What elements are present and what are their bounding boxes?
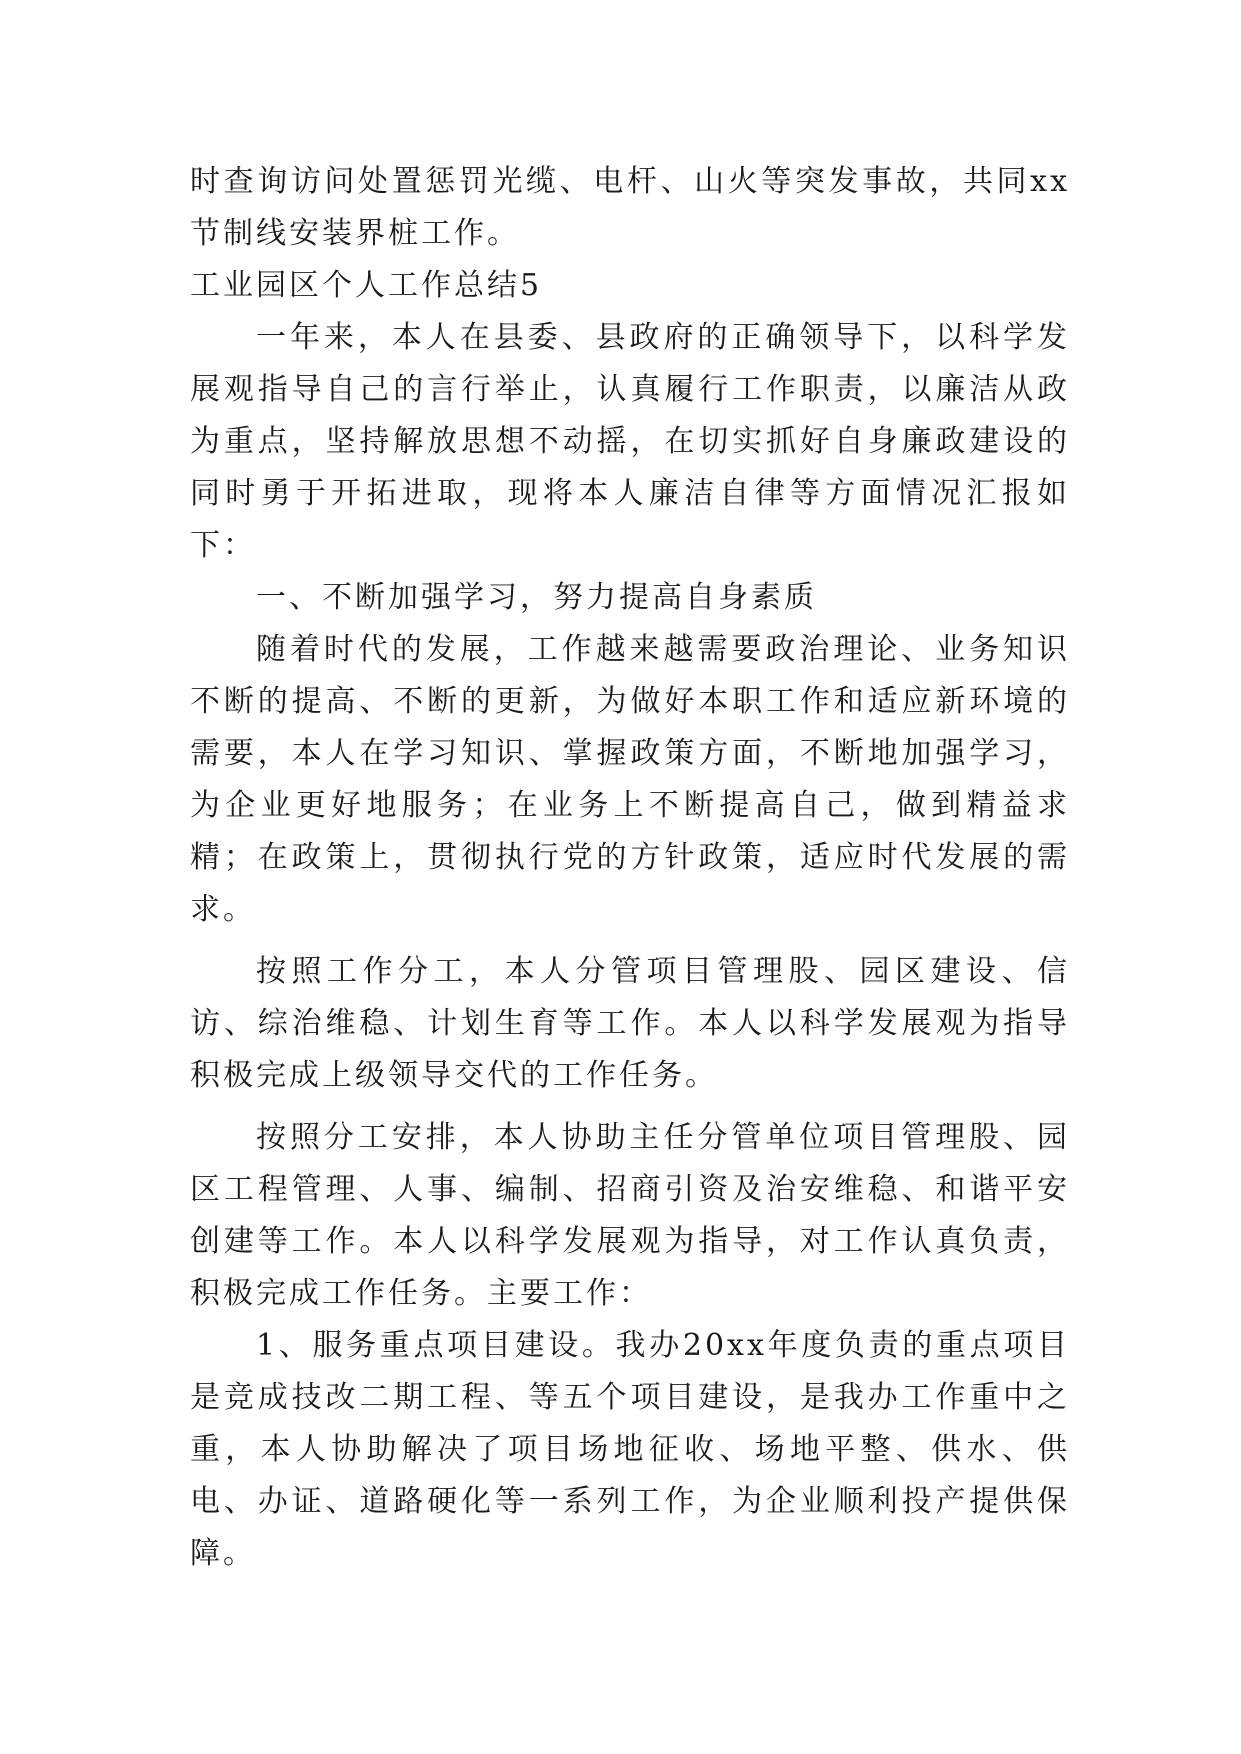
paragraph-assignment: 按照分工安排，本人协助主任分管单位项目管理股、园区工程管理、人事、编制、招商引资及治安维稳、和谐平安创建等工作。本人以科学发展观为指导，对工作认真负责，积极完成工作任务。主要工作：	[190, 1120, 1070, 1311]
paragraph-study: 随着时代的发展，工作越来越需要政治理论、业务知识不断的提高、不断的更新，为做好本职工作和适应新环境的需要，本人在学习知识、掌握政策方面，不断地加强学习，为企业更好地服务；在业务上不断提高自己，做到精益求精；在政策上，贯彻执行党的方针政策，适应时代发展的需求。	[190, 632, 1070, 927]
paragraph-key-projects: 1、服务重点项目建设。我办20xx年度负责的重点项目是竞成技改二期工程、等五个项目建设，是我办工作重中之重，本人协助解决了项目场地征收、场地平整、供水、供电、办证、道路硬化等一系列工作，为企业顺利投产提供保障。	[190, 1328, 1070, 1571]
paragraph-division: 按照工作分工，本人分管项目管理股、园区建设、信访、综治维稳、计划生育等工作。本人以科学发展观为指导积极完成上级领导交代的工作任务。	[190, 954, 1070, 1093]
paragraph-intro: 一年来，本人在县委、县政府的正确领导下，以科学发展观指导自己的言行举止，认真履行工作职责，以廉洁从政为重点，坚持解放思想不动摇，在切实抓好自身廉政建设的同时勇于开拓进取，现将本人廉洁自律等方面情况汇报如下：	[190, 320, 1070, 563]
subheading-study: 一、不断加强学习，努力提高自身素质	[256, 580, 817, 615]
paragraph-continuation: 时查询访问处置惩罚光缆、电杆、山火等突发事故，共同xx节制线安装界桩工作。	[190, 164, 1070, 251]
section-heading: 工业园区个人工作总结5	[190, 268, 543, 303]
document-body	[190, 156, 1070, 1580]
